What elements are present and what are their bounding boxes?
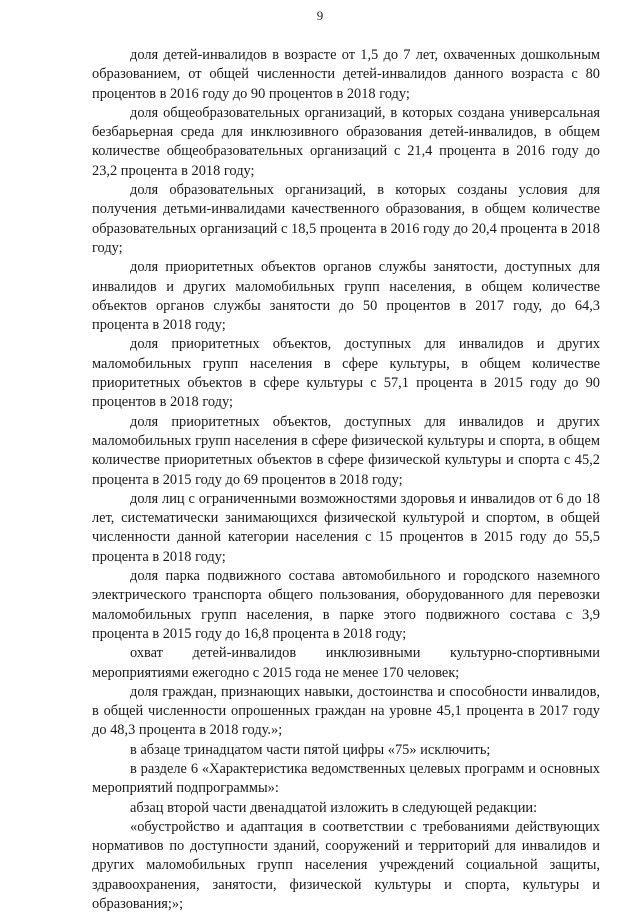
paragraph: абзац второй части двенадцатой изложить в следующей редакции: (130, 799, 538, 816)
paragraph: охват детей-инвалидов инклюзивными культурно-спортивными мероприятиями ежегодно с 2015 года не менее 170 человек; (92, 645, 600, 681)
paragraph: «обустройство и адаптация в соответствии с требованиями действующих нормативов по доступности зданий, сооружений и территорий для инвалидов и других маломобильных групп населения учреждений социальной защиты, здравоохранения, занятости, физической культуры и спорта, культуры и образования;»; (92, 818, 600, 913)
paragraph: доля детей-инвалидов в возрасте от 1,5 до 7 лет, охваченных дошкольным образованием, от общей численности детей-инвалидов данного возраста с 80 процентов в 2016 году до 90 процентов в 2018 году; (92, 47, 600, 102)
paragraph: доля парка подвижного состава автомобильного и городского наземного электрического транспорта общего пользования, оборудованного для перевозки маломобильных групп населения, в парке этого подвижного состава с 3,9 процента в 2015 году до 16,8 процента в 2018 году; (92, 568, 600, 642)
paragraph: доля граждан, признающих навыки, достоинства и способности инвалидов, в общей численности опрошенных граждан на уровне 45,1 процента в 2017 году до 48,3 процента в 2018 году.»; (92, 683, 600, 739)
paragraph: в абзаце тринадцатом части пятой цифры «75» исключить; (130, 741, 491, 758)
paragraph: доля образовательных организаций, в которых созданы условия для получения детьми-инвалидами качественного образования, в общем количестве образовательных организаций с 18,5 процента в 2016 году до 20,4 процента в 2018 году; (92, 182, 600, 256)
paragraph: доля общеобразовательных организаций, в которых создана универсальная безбарьерная среда для инклюзивного образования детей-инвалидов, в общем количестве общеобразовательных организаций с 21,4 процента в 2016 году до 23,2 процента в 2018 году; (92, 104, 600, 179)
paragraph: доля приоритетных объектов, доступных для инвалидов и других маломобильных групп населения в сфере физической культуры и спорта, в общем количестве приоритетных объектов в сфере физической культуры и спорта с 45,2 процента в 2015 году до 69 процентов в 2018 году; (92, 413, 600, 488)
page-number: 9 (316, 8, 324, 23)
paragraph: в разделе 6 «Характеристика ведомственных целевых программ и основных мероприятий подпрограммы»: (92, 760, 600, 797)
document-body (92, 46, 600, 914)
paragraph: доля лиц с ограниченными возможностями здоровья и инвалидов от 6 до 18 лет, систематически занимающихся физической культурой и спортом, в общей численности данной категории населения с 15 процентов в 2015 году до 55,5 процента в 2018 году; (92, 490, 600, 565)
paragraph: доля приоритетных объектов, доступных для инвалидов и других маломобильных групп населения в сфере культуры, в общем количестве приоритетных объектов в сфере культуры с 57,1 процента в 2015 году до 90 процентов в 2018 году; (92, 336, 600, 411)
paragraph: доля приоритетных объектов органов службы занятости, доступных для инвалидов и других маломобильных групп населения, в общем количестве объектов органов службы занятости до 50 процентов в 2017 году, до 64,3 процента в 2018 году; (92, 259, 600, 334)
